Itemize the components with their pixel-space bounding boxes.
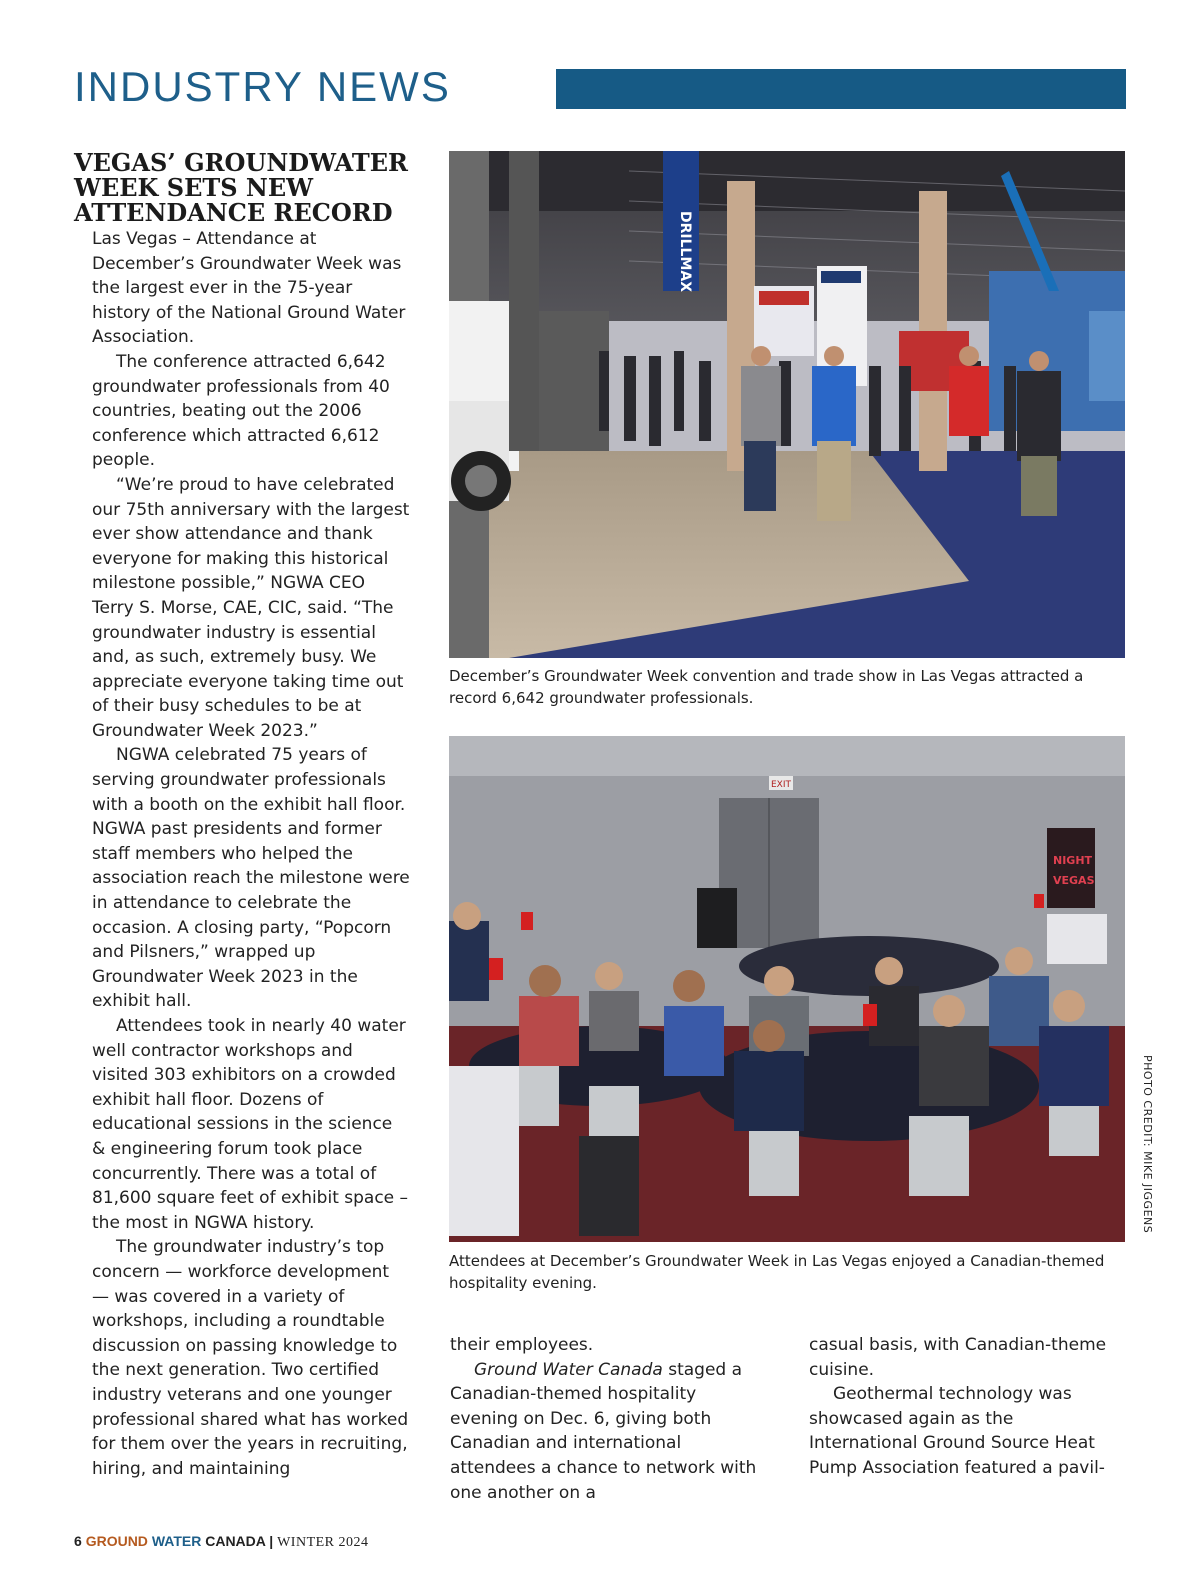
night-sign: NIGHT: [1053, 854, 1093, 867]
paragraph: “We’re proud to have celebrated our 75th anniversary with the largest ever show attendance and thank everyone for making this historical milestone possible,” NGWA CEO Terry S. Morse, CAE, CIC, said. “The groundwater industry is essential and, as such, extremely busy. We appreciate everyone taking time out of their busy schedules to be at Groundwater Week 2023.”: [92, 474, 410, 741]
paragraph: Attendees took in nearly 40 water well contractor workshops and visited 303 exhibitors on a crowded exhibit hall floor. Dozens of educational sessions in the science & engineering forum took place concurrently. There was a total of 81,600 square feet of exhibit space – the most in NGWA history.: [92, 1016, 409, 1233]
photo-credit: PHOTO CREDIT: MIKE JIGGENS: [1141, 1055, 1154, 1234]
article-column-1: [92, 227, 410, 1481]
vegas-sign: VEGAS: [1053, 874, 1095, 887]
issue-date: WINTER 2024: [277, 1535, 369, 1550]
brand-canada: CANADA: [205, 1533, 266, 1549]
paragraph: casual basis, with Canadian-theme cuisine.: [809, 1335, 1107, 1380]
section-title-bar: [556, 69, 1126, 109]
page-footer: [74, 1533, 369, 1551]
exit-sign: EXIT: [771, 780, 792, 790]
article-column-2: [450, 1333, 768, 1505]
page-number: 6: [74, 1533, 82, 1549]
paragraph: NGWA celebrated 75 years of serving groundwater professionals with a booth on the exhibit hall floor. NGWA past presidents and former staff members who helped the association reach the milestone were in attendance to celebrate the occasion. A closing party, “Popcorn and Pilsners,” wrapped up Groundwater Week 2023 in the exhibit hall.: [92, 745, 410, 1012]
paragraph-text: staged a Canadian-themed hospitality evening on Dec. 6, giving both Canadian and international attendees a chance to network with one another on a: [450, 1359, 757, 1503]
footer-separator: |: [269, 1533, 274, 1549]
brand-ground: GROUND: [85, 1533, 148, 1549]
paragraph: their employees.: [450, 1335, 594, 1355]
paragraph: The groundwater industry’s top concern — workforce development — was covered in a variety of workshops, including a roundtable discussion on passing knowledge to the next generation. Two certified industry veterans and one younger professional shared what has worked for them over the years in recruiting, hiring, and maintaining: [92, 1237, 409, 1479]
brand-water: WATER: [151, 1533, 202, 1549]
section-title: INDUSTRY NEWS: [74, 63, 451, 110]
paragraph: [450, 1358, 768, 1506]
article-column-3: [809, 1333, 1125, 1481]
article-headline: VEGAS’ GROUNDWATER WEEK SETS NEW ATTENDANCE RECORD: [74, 148, 408, 227]
publication-name: Ground Water Canada: [474, 1359, 663, 1380]
paragraph: Geothermal technology was showcased again as the International Ground Source Heat Pump Association featured a pavil-: [809, 1384, 1105, 1478]
paragraph: The conference attracted 6,642 groundwater professionals from 40 countries, beating out the 2006 conference which attracted 6,612 people.: [92, 351, 390, 471]
banner-text: DRILLMAX: [677, 211, 693, 293]
hospitality-evening-photo: [449, 736, 1125, 1242]
paragraph: Las Vegas – Attendance at December’s Groundwater Week was the largest ever in the 75-year history of the National Ground Water Association.: [92, 229, 406, 348]
trade-show-photo: [449, 151, 1125, 658]
photo-caption: Attendees at December’s Groundwater Week in Las Vegas enjoyed a Canadian-themed hospitality evening.: [449, 1252, 1105, 1292]
photo-caption: December’s Groundwater Week convention and trade show in Las Vegas attracted a record 6,642 groundwater professionals.: [449, 667, 1084, 707]
